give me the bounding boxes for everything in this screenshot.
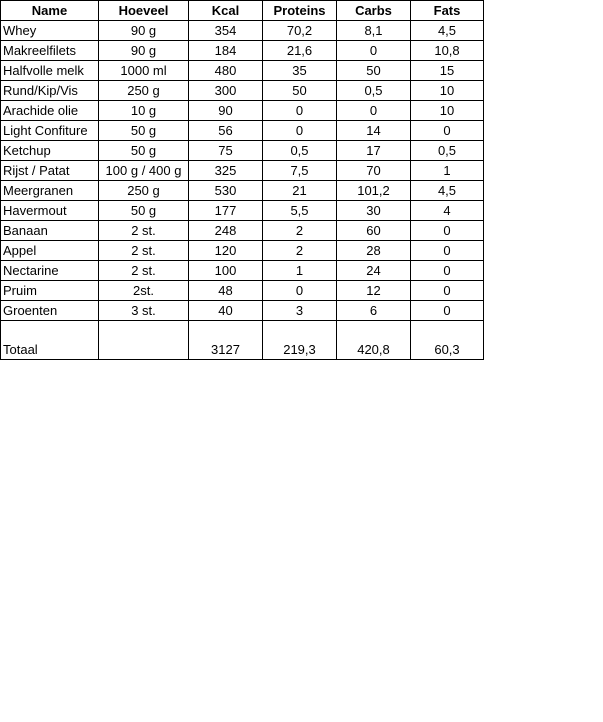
header-fats[interactable]: Fats xyxy=(411,1,484,21)
cell-kcal[interactable]: 40 xyxy=(189,301,263,321)
header-kcal[interactable]: Kcal xyxy=(189,1,263,21)
cell-carbs[interactable]: 14 xyxy=(337,121,411,141)
header-carbs[interactable]: Carbs xyxy=(337,1,411,21)
cell-kcal[interactable]: 75 xyxy=(189,141,263,161)
cell-name[interactable]: Appel xyxy=(1,241,99,261)
cell-carbs[interactable]: 70 xyxy=(337,161,411,181)
table-row xyxy=(1,101,484,121)
cell-hoeveel[interactable]: 2 st. xyxy=(99,241,189,261)
cell-proteins[interactable]: 50 xyxy=(263,81,337,101)
table-cell[interactable] xyxy=(263,321,337,341)
table-row xyxy=(1,241,484,261)
cell-kcal[interactable]: 184 xyxy=(189,41,263,61)
cell-proteins[interactable]: 70,2 xyxy=(263,21,337,41)
cell-kcal[interactable]: 100 xyxy=(189,261,263,281)
cell-fats[interactable]: 1 xyxy=(411,161,484,181)
table-row xyxy=(1,201,484,221)
cell-fats[interactable]: 0 xyxy=(411,281,484,301)
cell-proteins[interactable]: 21,6 xyxy=(263,41,337,61)
cell-carbs[interactable]: 60 xyxy=(337,221,411,241)
table-row xyxy=(1,221,484,241)
cell-hoeveel[interactable]: 100 g / 400 g xyxy=(99,161,189,181)
cell-fats[interactable]: 15 xyxy=(411,61,484,81)
cell-proteins[interactable]: 1 xyxy=(263,261,337,281)
table-cell[interactable] xyxy=(1,321,99,341)
total-fats[interactable]: 60,3 xyxy=(411,340,484,360)
cell-kcal[interactable]: 300 xyxy=(189,81,263,101)
cell-carbs[interactable]: 0 xyxy=(337,41,411,61)
cell-proteins[interactable]: 3 xyxy=(263,301,337,321)
cell-kcal[interactable]: 90 xyxy=(189,101,263,121)
table-row xyxy=(1,81,484,101)
cell-carbs[interactable]: 0,5 xyxy=(337,81,411,101)
header-proteins[interactable]: Proteins xyxy=(263,1,337,21)
total-label[interactable]: Totaal xyxy=(1,340,99,360)
cell-name[interactable]: Rund/Kip/Vis xyxy=(1,81,99,101)
table-row xyxy=(1,281,484,301)
cell-fats[interactable]: 0 xyxy=(411,121,484,141)
cell-fats[interactable]: 4 xyxy=(411,201,484,221)
cell-hoeveel[interactable]: 2 st. xyxy=(99,221,189,241)
table-row xyxy=(1,141,484,161)
header-name[interactable]: Name xyxy=(1,1,99,21)
table-cell[interactable] xyxy=(337,321,411,341)
table-row xyxy=(1,21,484,41)
cell-kcal[interactable]: 56 xyxy=(189,121,263,141)
cell-hoeveel[interactable]: 10 g xyxy=(99,101,189,121)
cell-fats[interactable]: 0 xyxy=(411,301,484,321)
cell-name[interactable]: Light Confiture xyxy=(1,121,99,141)
cell-kcal[interactable]: 530 xyxy=(189,181,263,201)
cell-kcal[interactable]: 325 xyxy=(189,161,263,181)
header-row xyxy=(1,1,484,21)
cell-name[interactable]: Whey xyxy=(1,21,99,41)
table-cell[interactable] xyxy=(411,321,484,341)
header-hoeveel[interactable]: Hoeveel xyxy=(99,1,189,21)
cell-hoeveel[interactable]: 2st. xyxy=(99,281,189,301)
cell-hoeveel[interactable]: 250 g xyxy=(99,181,189,201)
table-row xyxy=(1,161,484,181)
total-kcal[interactable]: 3127 xyxy=(189,340,263,360)
cell-hoeveel[interactable]: 2 st. xyxy=(99,261,189,281)
cell-fats[interactable]: 4,5 xyxy=(411,21,484,41)
cell-name[interactable]: Rijst / Patat xyxy=(1,161,99,181)
cell-carbs[interactable]: 17 xyxy=(337,141,411,161)
cell-carbs[interactable]: 0 xyxy=(337,101,411,121)
cell-carbs[interactable]: 8,1 xyxy=(337,21,411,41)
cell-kcal[interactable]: 177 xyxy=(189,201,263,221)
cell-carbs[interactable]: 12 xyxy=(337,281,411,301)
table-body xyxy=(1,21,484,360)
cell-carbs[interactable]: 101,2 xyxy=(337,181,411,201)
cell-carbs[interactable]: 50 xyxy=(337,61,411,81)
total-proteins[interactable]: 219,3 xyxy=(263,340,337,360)
cell-proteins[interactable]: 35 xyxy=(263,61,337,81)
cell-kcal[interactable]: 248 xyxy=(189,221,263,241)
total-hoeveel[interactable] xyxy=(99,340,189,360)
cell-carbs[interactable]: 6 xyxy=(337,301,411,321)
cell-hoeveel[interactable]: 90 g xyxy=(99,21,189,41)
cell-hoeveel[interactable]: 250 g xyxy=(99,81,189,101)
cell-kcal[interactable]: 48 xyxy=(189,281,263,301)
cell-name[interactable]: Ketchup xyxy=(1,141,99,161)
table-cell[interactable] xyxy=(99,321,189,341)
cell-proteins[interactable]: 7,5 xyxy=(263,161,337,181)
blank-row xyxy=(1,321,484,341)
cell-hoeveel[interactable]: 3 st. xyxy=(99,301,189,321)
cell-hoeveel[interactable]: 90 g xyxy=(99,41,189,61)
cell-fats[interactable]: 0 xyxy=(411,261,484,281)
cell-fats[interactable]: 0 xyxy=(411,221,484,241)
cell-proteins[interactable]: 0 xyxy=(263,121,337,141)
cell-name[interactable]: Arachide olie xyxy=(1,101,99,121)
spreadsheet xyxy=(0,0,484,360)
cell-fats[interactable]: 10 xyxy=(411,81,484,101)
cell-name[interactable]: Pruim xyxy=(1,281,99,301)
table-row xyxy=(1,261,484,281)
cell-proteins[interactable]: 2 xyxy=(263,241,337,261)
cell-name[interactable]: Halfvolle melk xyxy=(1,61,99,81)
cell-fats[interactable]: 10 xyxy=(411,101,484,121)
cell-fats[interactable]: 4,5 xyxy=(411,181,484,201)
cell-carbs[interactable]: 30 xyxy=(337,201,411,221)
table-row xyxy=(1,41,484,61)
total-carbs[interactable]: 420,8 xyxy=(337,340,411,360)
cell-carbs[interactable]: 28 xyxy=(337,241,411,261)
cell-proteins[interactable]: 0,5 xyxy=(263,141,337,161)
cell-fats[interactable]: 10,8 xyxy=(411,41,484,61)
cell-hoeveel[interactable]: 1000 ml xyxy=(99,61,189,81)
cell-kcal[interactable]: 354 xyxy=(189,21,263,41)
cell-name[interactable]: Banaan xyxy=(1,221,99,241)
table-cell[interactable] xyxy=(189,321,263,341)
cell-fats[interactable]: 0 xyxy=(411,241,484,261)
cell-hoeveel[interactable]: 50 g xyxy=(99,201,189,221)
cell-fats[interactable]: 0,5 xyxy=(411,141,484,161)
cell-proteins[interactable]: 2 xyxy=(263,221,337,241)
nutrition-table xyxy=(0,0,484,360)
cell-carbs[interactable]: 24 xyxy=(337,261,411,281)
cell-hoeveel[interactable]: 50 g xyxy=(99,141,189,161)
cell-name[interactable]: Havermout xyxy=(1,201,99,221)
table-row xyxy=(1,61,484,81)
cell-proteins[interactable]: 21 xyxy=(263,181,337,201)
cell-kcal[interactable]: 480 xyxy=(189,61,263,81)
cell-proteins[interactable]: 5,5 xyxy=(263,201,337,221)
cell-hoeveel[interactable]: 50 g xyxy=(99,121,189,141)
cell-proteins[interactable]: 0 xyxy=(263,281,337,301)
cell-name[interactable]: Groenten xyxy=(1,301,99,321)
table-row xyxy=(1,181,484,201)
table-row xyxy=(1,301,484,321)
cell-kcal[interactable]: 120 xyxy=(189,241,263,261)
total-row xyxy=(1,340,484,360)
cell-name[interactable]: Nectarine xyxy=(1,261,99,281)
table-row xyxy=(1,121,484,141)
cell-name[interactable]: Makreelfilets xyxy=(1,41,99,61)
cell-proteins[interactable]: 0 xyxy=(263,101,337,121)
cell-name[interactable]: Meergranen xyxy=(1,181,99,201)
